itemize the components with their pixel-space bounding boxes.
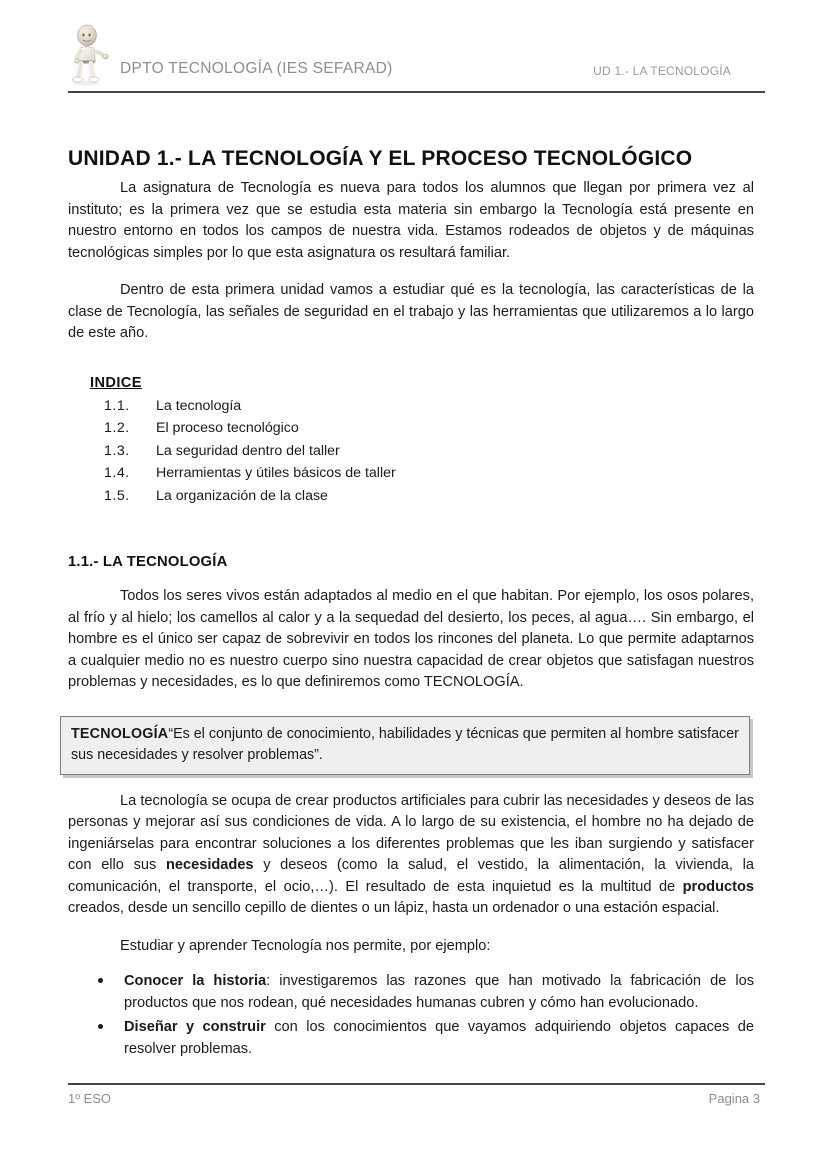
header-unit-label: UD 1.- LA TECNOLOGÍA (593, 64, 731, 78)
paragraph-2-bold-necesidades: necesidades (165, 857, 254, 873)
indice-item-number: 1.2. (104, 420, 130, 436)
page-header (68, 24, 765, 86)
definition-text: “Es el conjunto de conocimiento, habilidades y técnicas que permiten al hombre satisfacer sus necesidades y resolver problemas”. (71, 725, 739, 763)
indice-item-label: Herramientas y útiles básicos de taller (156, 465, 396, 481)
indice-item-number: 1.1. (104, 397, 130, 414)
indice-item-label: El proceso tecnológico (156, 420, 299, 436)
bullet-text: con los conocimientos que vayamos adquiriendo objetos capaces de resolver problemas. (124, 1019, 754, 1057)
paragraph-2-segment-3: creados, desde un sencillo cepillo de dientes o un lápiz, hasta un ordenador o una estación espacial. (68, 900, 720, 916)
indice-item-number: 1.5. (104, 487, 130, 504)
section-1-1-paragraph-1: Todos los seres vivos están adaptados al medio en el que habitan. Por ejemplo, los osos polares, al frío y al hielo; los camellos al calor y a la sequedad del desierto, los peces, al agua…. Sin embargo, el hombre es el único ser capaz de sobrevivir en todos los rincones del planeta. Lo que permite adaptarnos a cualquier medio no es nuestro cuerpo sino nuestra capacidad de crear objetos que satisfagan nuestros problemas y necesidades, es lo que definiremos como TECNOLOGÍA. (68, 588, 754, 690)
list-item (68, 1017, 754, 1060)
figure-pointing-icon (68, 24, 114, 86)
section-1-1-paragraph-3: Estudiar y aprender Tecnología nos permite, por ejemplo: (120, 937, 491, 954)
bullet-text: : investigaremos las razones que han motivado la fabricación de los productos que nos rodean, qué necesidades humanas cubren y cómo han evolucionado. (124, 973, 755, 1011)
footer-course-label: 1º ESO (68, 1091, 112, 1106)
bullet-dot-icon (98, 1024, 103, 1029)
indice-heading: INDICE (90, 374, 142, 391)
indice-list (90, 395, 754, 508)
footer-divider (68, 1083, 765, 1085)
section-heading-1-1: 1.1.- LA TECNOLOGÍA (68, 554, 228, 570)
list-item (104, 440, 754, 463)
indice-item-label: La tecnología (156, 397, 242, 414)
section-1-1-paragraph-2 (68, 791, 754, 920)
list-item (68, 971, 754, 1014)
footer-page-number: Pagina 3 (708, 1091, 760, 1106)
indice-item-number: 1.3. (104, 442, 130, 459)
list-item (104, 462, 754, 485)
indice-section (68, 375, 754, 508)
indice-item-label: La organización de la clase (156, 487, 328, 504)
indice-item-number: 1.4. (104, 465, 130, 481)
bullet-bold-lead: Diseñar y construir (124, 1019, 266, 1035)
header-divider (68, 91, 765, 93)
indice-item-label: La seguridad dentro del taller (156, 442, 340, 459)
intro-paragraph-1: La asignatura de Tecnología es nueva para todos los alumnos que llegan por primera vez al instituto; es la primera vez que se estudia esta materia sin embargo la Tecnología está presente en nuestro entorno en todos los campos de nuestra vida. Estamos rodeados de objetos y de máquinas tecnológicas simples por lo que esta asignatura os resultará familiar. (68, 180, 754, 261)
document-body (68, 178, 754, 1063)
bullet-dot-icon (98, 978, 103, 983)
bullet-bold-lead: Conocer la historia (124, 973, 267, 989)
paragraph-2-segment-1: La tecnología se ocupa de crear productos artificiales para cubrir las necesidades y deseos de las personas y mejorar así sus condiciones de vida. A lo largo de su existencia, el hombre no ha dejado de ingeniárselas para encontrar soluciones a los diferentes problemas que les iban surgiendo y satisfacer con ello sus (68, 792, 754, 873)
definition-callout-box (60, 716, 750, 775)
benefits-bullet-list (68, 971, 754, 1060)
intro-paragraph-2: Dentro de esta primera unidad vamos a estudiar qué es la tecnología, las características de la clase de Tecnología, las señales de seguridad en el trabajo y las herramientas que utilizaremos a lo largo de este año. (68, 282, 754, 341)
definition-term: TECNOLOGÍA (71, 725, 169, 742)
paragraph-2-segment-2: y deseos (como la salud, el vestido, la alimentación, la vivienda, la comunicación, el transporte, el ocio,…). El resultado de esta inquietud es la multitud de (68, 857, 754, 895)
list-item (104, 485, 754, 508)
paragraph-2-bold-productos: productos (682, 878, 754, 895)
list-item (104, 395, 754, 418)
list-item (104, 417, 754, 440)
header-department-label: DPTO TECNOLOGÍA (IES SEFARAD) (120, 60, 393, 77)
page-title: UNIDAD 1.- LA TECNOLOGÍA Y EL PROCESO TECNOLÓGICO (68, 147, 693, 171)
